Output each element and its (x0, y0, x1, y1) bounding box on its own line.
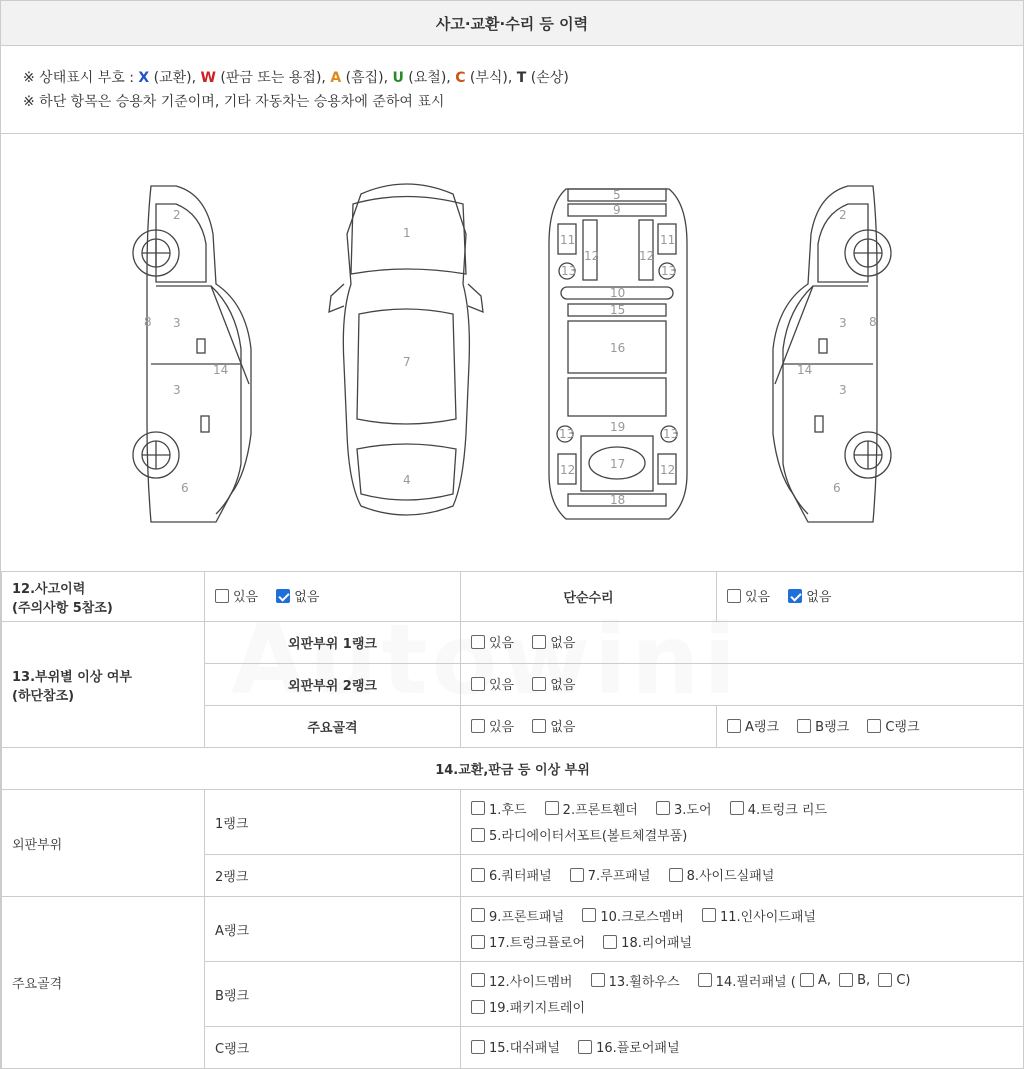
option-label: 15.대쉬패널 (489, 1041, 560, 1057)
part-number: 7 (403, 355, 411, 369)
frame-b-label: B랭크 (205, 962, 461, 1027)
part-rear-panel-checkbox[interactable] (603, 932, 692, 951)
pillar-a-checkbox[interactable] (800, 973, 831, 988)
row-frame-a (2, 897, 1024, 962)
part-quarter-panel-checkbox[interactable] (471, 865, 552, 884)
checkbox-box[interactable] (582, 908, 596, 922)
part-number: 6 (181, 481, 189, 495)
code-a-label: (흠집), (341, 70, 393, 86)
checkbox-box[interactable] (471, 1040, 485, 1054)
part-trunk-lid-checkbox[interactable] (730, 799, 827, 818)
part-pillar-panel-checkbox[interactable] (698, 971, 796, 990)
part-number: 2 (839, 208, 847, 222)
part-dash-panel-checkbox[interactable] (471, 1037, 560, 1056)
main-frame-no-checkbox[interactable] (532, 716, 575, 735)
outer-part-rank1-items (461, 790, 1024, 855)
accident-history-label (2, 572, 205, 622)
part-number: 9 (613, 203, 621, 217)
checkbox-box[interactable] (532, 635, 546, 649)
outer-part-label: 외판부위 (2, 790, 205, 897)
part-number: 4 (403, 473, 411, 487)
car-diagram-svg (1, 134, 1023, 571)
checkbox-box[interactable] (471, 677, 485, 691)
checkbox-box[interactable] (698, 973, 712, 987)
label-line: (주의사항 5참조) (12, 600, 113, 616)
simple-repair-yes-checkbox[interactable] (727, 586, 770, 605)
part-number: 11 (560, 233, 576, 247)
part-side-member-checkbox[interactable] (471, 971, 572, 990)
option-label: A, (817, 972, 831, 988)
option-label: 있음 (489, 636, 515, 652)
legend (1, 45, 1023, 134)
pillar-c-checkbox[interactable] (878, 973, 910, 988)
option-label: 3.도어 (674, 802, 712, 818)
row-accident-history (2, 572, 1024, 622)
simple-repair-label: 단순수리 (461, 572, 717, 622)
part-package-tray-checkbox[interactable] (471, 997, 585, 1016)
checkbox-box[interactable] (215, 589, 229, 603)
option-label: C랭크 (885, 720, 920, 736)
accident-options (205, 572, 461, 622)
part-floor-panel-checkbox[interactable] (578, 1037, 679, 1056)
accident-yes-checkbox[interactable] (215, 586, 258, 605)
outer-rank1-no-checkbox[interactable] (532, 632, 575, 651)
part-number: 12 (584, 249, 600, 263)
option-label: A랭크 (745, 720, 780, 736)
code-u-label: (요철), (403, 70, 456, 86)
legend-codes (23, 67, 569, 87)
code-x: X (138, 70, 150, 86)
outer-rank1-options (461, 622, 1024, 664)
code-t: T (516, 70, 527, 86)
checkbox-box[interactable] (570, 868, 584, 882)
option-label: 19.패키지트레이 (489, 1001, 586, 1016)
option-label: 있음 (489, 678, 515, 694)
option-label: 12.사이드멤버 (489, 974, 573, 990)
checkbox-box[interactable] (471, 1000, 485, 1014)
main-frame-yes-checkbox[interactable] (471, 716, 514, 735)
row-section-14 (2, 748, 1024, 790)
part-number: 3 (173, 383, 181, 397)
checkbox-box[interactable] (727, 589, 741, 603)
main-frame-options (461, 706, 717, 748)
option-label: 8.사이드실패널 (686, 869, 775, 885)
part-hood-checkbox[interactable] (471, 799, 527, 818)
checkbox-box[interactable] (702, 908, 716, 922)
checkbox-box[interactable] (878, 973, 892, 987)
checkbox-box[interactable] (591, 973, 605, 987)
frame-a-items (461, 897, 1024, 962)
outer-part-rank2-label: 2랭크 (205, 855, 461, 897)
part-number: 13 (663, 427, 679, 441)
part-front-fender-checkbox[interactable] (545, 799, 638, 818)
simple-repair-no-checkbox[interactable] (788, 586, 831, 605)
part-side-sill-checkbox[interactable] (669, 865, 775, 884)
option-label: 5.라디에이터서포트(볼트체결부품) (489, 829, 688, 844)
outer-rank1-label: 외판부위 1랭크 (205, 622, 461, 664)
option-label: 16.플로어패널 (596, 1041, 680, 1057)
checkbox-box[interactable] (656, 801, 670, 815)
checkbox-box[interactable] (532, 719, 546, 733)
option-label: 없음 (806, 590, 832, 606)
part-number: 16 (610, 341, 626, 355)
part-number: 8 (869, 315, 877, 329)
option-label: 없음 (550, 720, 576, 736)
code-c: C (455, 70, 466, 86)
option-label: 6.쿼터패널 (489, 869, 552, 885)
outer-rank2-yes-checkbox[interactable] (471, 674, 514, 693)
outer-part-rank1-label: 1랭크 (205, 790, 461, 855)
checkbox-box[interactable] (730, 801, 744, 815)
option-label: 없음 (550, 678, 576, 694)
rank-a-checkbox[interactable] (727, 716, 779, 735)
legend-note: ※ 하단 항목은 승용차 기준이며, 기타 자동차는 승용차에 준하여 표시 (23, 94, 445, 110)
frame-b-items (461, 962, 1024, 1027)
outer-part-rank2-items (461, 855, 1024, 897)
checkbox-box[interactable] (471, 719, 485, 733)
frame-label: 주요골격 (2, 897, 205, 1069)
option-label: 7.루프패널 (587, 869, 651, 885)
checkbox-box-checked[interactable] (276, 589, 290, 603)
checkbox-box[interactable] (471, 828, 485, 842)
rank-b-checkbox[interactable] (797, 716, 849, 735)
part-front-panel-checkbox[interactable] (471, 906, 564, 925)
part-number: 1 (403, 226, 411, 240)
part-number: 12 (660, 463, 676, 477)
frame-c-items (461, 1027, 1024, 1069)
checkbox-box[interactable] (727, 719, 741, 733)
checkbox-box[interactable] (669, 868, 683, 882)
checkbox-box[interactable] (471, 635, 485, 649)
checkbox-box[interactable] (471, 868, 485, 882)
part-number: 3 (839, 383, 847, 397)
option-label: 2.프론트휀더 (562, 802, 638, 818)
checkbox-box-checked[interactable] (788, 589, 802, 603)
label-line: 12.사고이력 (12, 581, 86, 597)
part-number: 18 (610, 493, 626, 507)
part-number: 5 (613, 188, 621, 202)
part-number: 12 (639, 249, 655, 263)
part-number: 14 (797, 363, 813, 377)
pillar-b-checkbox[interactable] (839, 973, 870, 988)
part-number: 17 (610, 457, 626, 471)
code-x-label: (교환), (149, 70, 201, 86)
checkbox-box[interactable] (532, 677, 546, 691)
section-title: 사고·교환·수리 등 이력 (1, 0, 1023, 46)
part-number: 19 (610, 420, 626, 434)
label-line: (하단참조) (12, 688, 75, 704)
main-frame-ranks (717, 706, 1024, 748)
part-door-checkbox[interactable] (656, 799, 712, 818)
row-outer-part-rank1 (2, 790, 1024, 855)
outer-rank2-label: 외판부위 2랭크 (205, 664, 461, 706)
part-number: 11 (660, 233, 676, 247)
section-14-title: 14.교환,판금 등 이상 부위 (2, 748, 1024, 790)
legend-prefix: ※ 상태표시 부호 : (23, 70, 139, 86)
part-number: 6 (833, 481, 841, 495)
option-label: 18.리어패널 (621, 936, 693, 951)
part-number: 13 (661, 264, 677, 278)
car-diagram (1, 134, 1023, 572)
checkbox-box[interactable] (471, 801, 485, 815)
inspection-table (1, 571, 1024, 1069)
checkbox-box[interactable] (545, 801, 559, 815)
part-number: 13 (561, 264, 577, 278)
option-label: 있음 (489, 720, 515, 736)
part-number: 12 (560, 463, 576, 477)
part-number: 10 (610, 286, 626, 300)
outer-rank2-no-checkbox[interactable] (532, 674, 575, 693)
option-label: 13.휠하우스 (608, 974, 680, 990)
checkbox-box[interactable] (797, 719, 811, 733)
part-cross-member-checkbox[interactable] (582, 906, 683, 925)
simple-repair-options (717, 572, 1024, 622)
accident-no-checkbox[interactable] (276, 586, 319, 605)
part-number: 14 (213, 363, 229, 377)
part-number: 3 (173, 316, 181, 330)
code-w: W (200, 70, 216, 86)
part-inside-panel-checkbox[interactable] (702, 906, 816, 925)
option-label: 10.크로스멤버 (600, 909, 684, 925)
car-right-side (773, 186, 891, 522)
option-label: 17.트렁크플로어 (489, 936, 586, 951)
option-label: B, (857, 972, 871, 988)
part-issue-label (2, 622, 205, 748)
checkbox-box[interactable] (471, 935, 485, 949)
part-number: 13 (559, 427, 575, 441)
rank-c-checkbox[interactable] (867, 716, 919, 735)
code-a: A (330, 70, 342, 86)
checkbox-box[interactable] (471, 973, 485, 987)
label-line: 13.부위별 이상 여부 (12, 669, 132, 685)
option-label: 없음 (550, 636, 576, 652)
code-c-label: (부식), (465, 70, 517, 86)
outer-rank1-yes-checkbox[interactable] (471, 632, 514, 651)
option-label: 있음 (233, 590, 259, 606)
checkbox-box[interactable] (839, 973, 853, 987)
code-w-label: (판금 또는 용접), (215, 70, 331, 86)
option-label: 있음 (745, 590, 771, 606)
frame-a-label: A랭크 (205, 897, 461, 962)
part-number: 2 (173, 208, 181, 222)
row-outer-rank1 (2, 622, 1024, 664)
option-label: 1.후드 (489, 802, 527, 818)
checkbox-box[interactable] (578, 1040, 592, 1054)
part-wheel-house-checkbox[interactable] (591, 971, 680, 990)
frame-c-label: C랭크 (205, 1027, 461, 1069)
part-number: 8 (144, 315, 152, 329)
part-number: 15 (610, 303, 626, 317)
checkbox-box[interactable] (867, 719, 881, 733)
option-label: 없음 (294, 590, 320, 606)
part-trunk-floor-checkbox[interactable] (471, 932, 585, 951)
option-label: 9.프론트패널 (489, 909, 565, 925)
code-u: U (392, 70, 404, 86)
checkbox-box[interactable] (800, 973, 814, 987)
part-roof-panel-checkbox[interactable] (570, 865, 651, 884)
option-label: 11.인사이드패널 (719, 909, 816, 925)
checkbox-box[interactable] (603, 935, 617, 949)
option-label: B랭크 (815, 720, 850, 736)
option-label: 4.트렁크 리드 (747, 802, 828, 818)
part-number: 3 (839, 316, 847, 330)
option-label: C) (896, 972, 911, 988)
option-label: 14.필러패널 ( (715, 974, 796, 990)
code-t-label: (손상) (526, 70, 569, 86)
outer-rank2-options (461, 664, 1024, 706)
checkbox-box[interactable] (471, 908, 485, 922)
part-radiator-support-checkbox[interactable] (471, 825, 687, 844)
car-left-side (133, 186, 251, 522)
main-frame-label: 주요골격 (205, 706, 461, 748)
